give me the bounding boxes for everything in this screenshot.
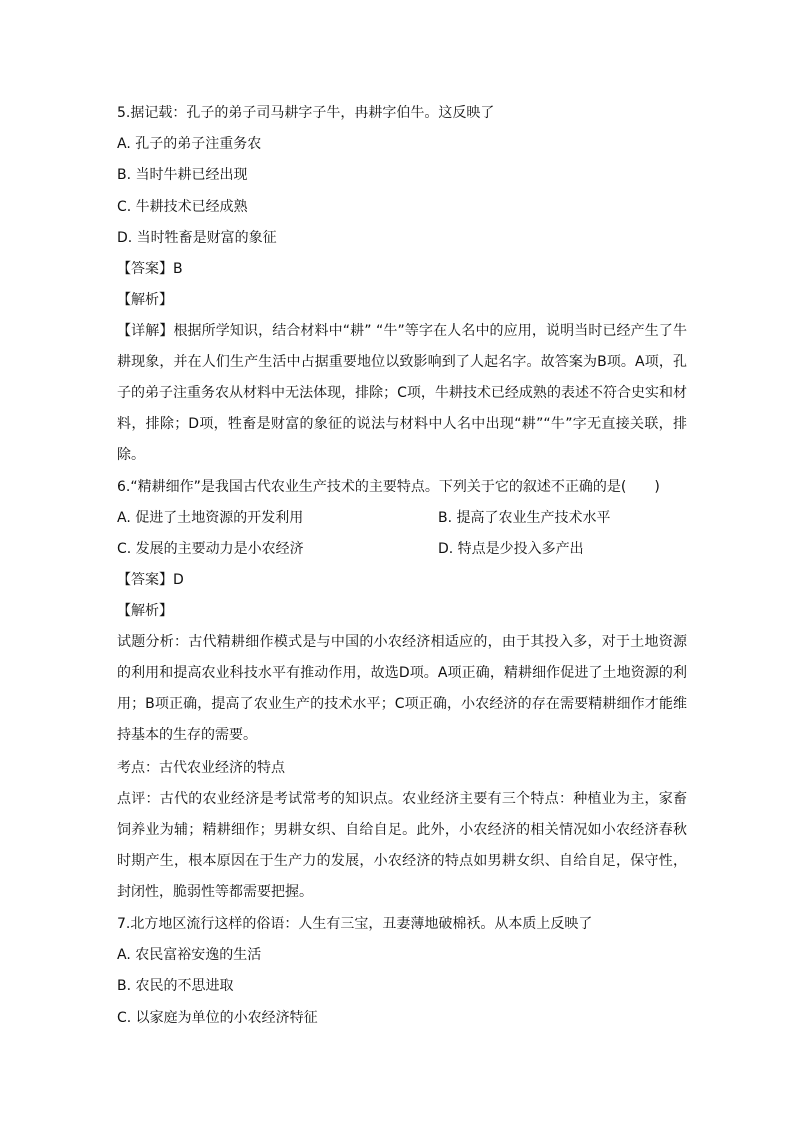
question-6-option-c: C. 发展的主要动力是小农经济 xyxy=(117,541,304,557)
question-5-option-a: A. 孔子的弟子注重务农 xyxy=(117,136,262,152)
question-5-answer: 【答案】B xyxy=(117,261,183,277)
question-5-stem: 5.据记载：孔子的弟子司马耕字子牛，冉耕字伯牛。这反映了 xyxy=(117,105,495,121)
question-5-option-b: B. 当时牛耕已经出现 xyxy=(117,167,248,183)
question-6-stem: 6.“精耕细作”是我国古代农业生产技术的主要特点。下列关于它的叙述不正确的是( ) xyxy=(117,479,660,495)
question-6-dianping: 点评：古代的农业经济是考试常考的知识点。农业经济主要有三个特点：种植业为主，家畜饲养业为辅；精耕细作；男耕女织、自给自足。此外，小农经济的相关情况如小农经济春秋时期产生，根本原因在于生产力的发展，小农经济的特点如男耕女织、自给自足，保守性，封闭性，脆弱性等都需要把握。 xyxy=(117,791,687,900)
question-5-option-c: C. 牛耕技术已经成熟 xyxy=(117,199,248,215)
question-6-option-d: D. 特点是少投入多产出 xyxy=(438,541,584,557)
question-6-analysis-label: 【解析】 xyxy=(117,603,173,619)
question-5-option-d: D. 当时牲畜是财富的象征 xyxy=(117,230,277,246)
question-6-kaodian: 考点：古代农业经济的特点 xyxy=(117,760,285,776)
question-7-option-c: C. 以家庭为单位的小农经济特征 xyxy=(117,1010,318,1026)
question-6-answer: 【答案】D xyxy=(117,572,184,588)
question-5-analysis: 【详解】根据所学知识，结合材料中“耕” “牛”等字在人名中的应用，说明当时已经产生了牛耕现象，并在人们生产生活中占据重要地位以致影响到了人起名字。故答案为B项。A项，孔子的弟子注重务农从材料中无法体现，排除；C项，牛耕技术已经成熟的表述不符合史实和材料，排除；D项，牲畜是财富的象征的说法与材料中人名中出现“耕”“牛”字无直接关联，排除。 xyxy=(117,323,687,463)
question-6-option-b: B. 提高了农业生产技术水平 xyxy=(438,510,611,526)
question-6-option-a: A. 促进了土地资源的开发利用 xyxy=(117,510,304,526)
question-7-stem: 7.北方地区流行这样的俗语：人生有三宝，丑妻薄地破棉袄。从本质上反映了 xyxy=(117,916,593,932)
question-6-analysis: 试题分析：古代精耕细作模式是与中国的小农经济相适应的，由于其投入多，对于土地资源的利用和提高农业科技水平有推动作用，故选D项。A项正确，精耕细作促进了土地资源的利用；B项正确，提高了农业生产的技术水平；C项正确，小农经济的存在需要精耕细作才能维持基本的生存的需要。 xyxy=(117,634,687,743)
question-7-option-b: B. 农民的不思进取 xyxy=(117,978,234,994)
question-7-option-a: A. 农民富裕安逸的生活 xyxy=(117,947,262,963)
question-5-analysis-label: 【解析】 xyxy=(117,292,173,308)
